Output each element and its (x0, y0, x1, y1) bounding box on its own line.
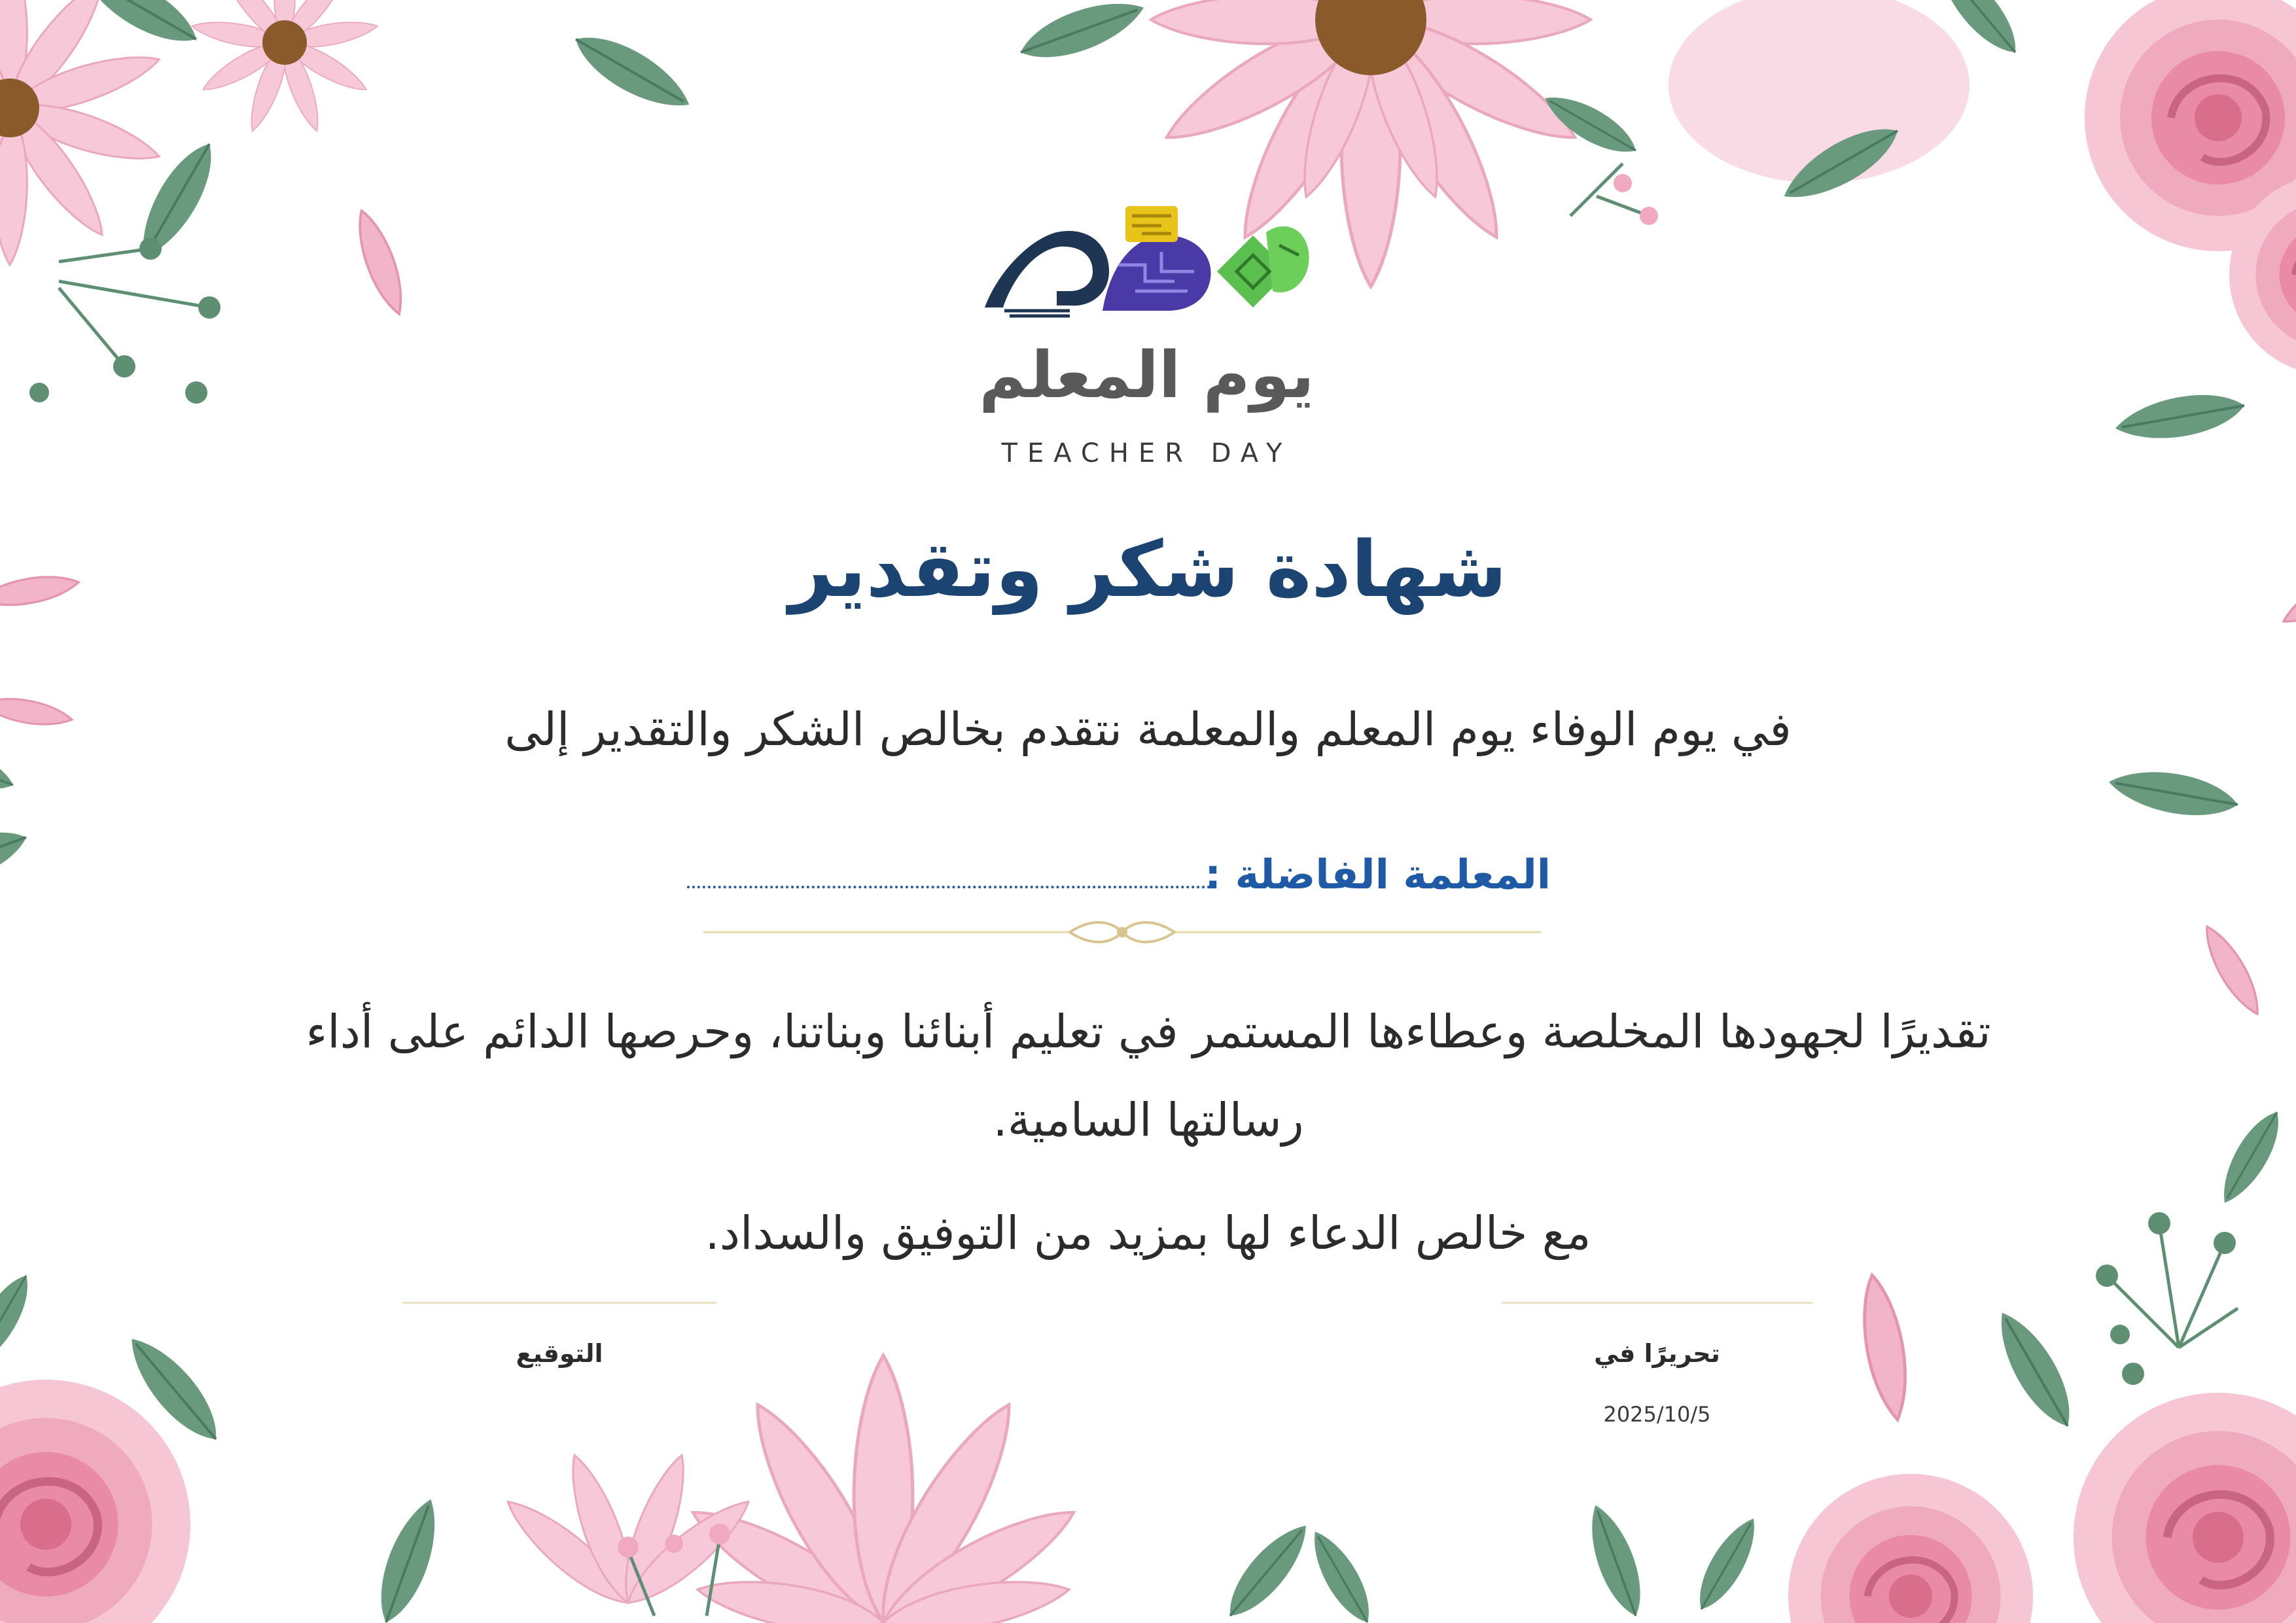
intro-text: في يوم الوفاء يوم المعلم والمعلمة نتقدم بخالص الشكر والتقدير إلى (504, 703, 1792, 756)
signature-line (402, 1302, 716, 1304)
recipient-label: المعلمة الفاضلة : (1205, 850, 1551, 898)
recipient-row (687, 845, 1551, 904)
teacher-day-logo-mark-icon (978, 193, 1315, 324)
body-text: تقديرًا لجهودها المخلصة وعطاءها المستمر في تعليم أبنائنا وبناتنا، وحرصها الدائم على أداء رسالتها السامية. (306, 1005, 1991, 1147)
divider-ornament (703, 913, 1541, 952)
closing-text: مع خالص الدعاء لها بمزيد من التوفيق والسداد. (705, 1206, 1591, 1260)
certificate-title: شهادة شكر وتقدير (788, 524, 1508, 614)
issue-date: 2025/10/5 (1603, 1402, 1711, 1427)
recipient-name-field[interactable] (687, 886, 1210, 888)
logo-english-text: TEACHER DAY (1001, 438, 1292, 468)
dated-label: تحريرًا في (1594, 1339, 1720, 1368)
logo-arabic-text: يوم المعلم (979, 338, 1315, 413)
teacher-day-logo (978, 193, 1315, 474)
signature-label: التوقيع (516, 1339, 603, 1368)
date-line (1502, 1302, 1812, 1304)
